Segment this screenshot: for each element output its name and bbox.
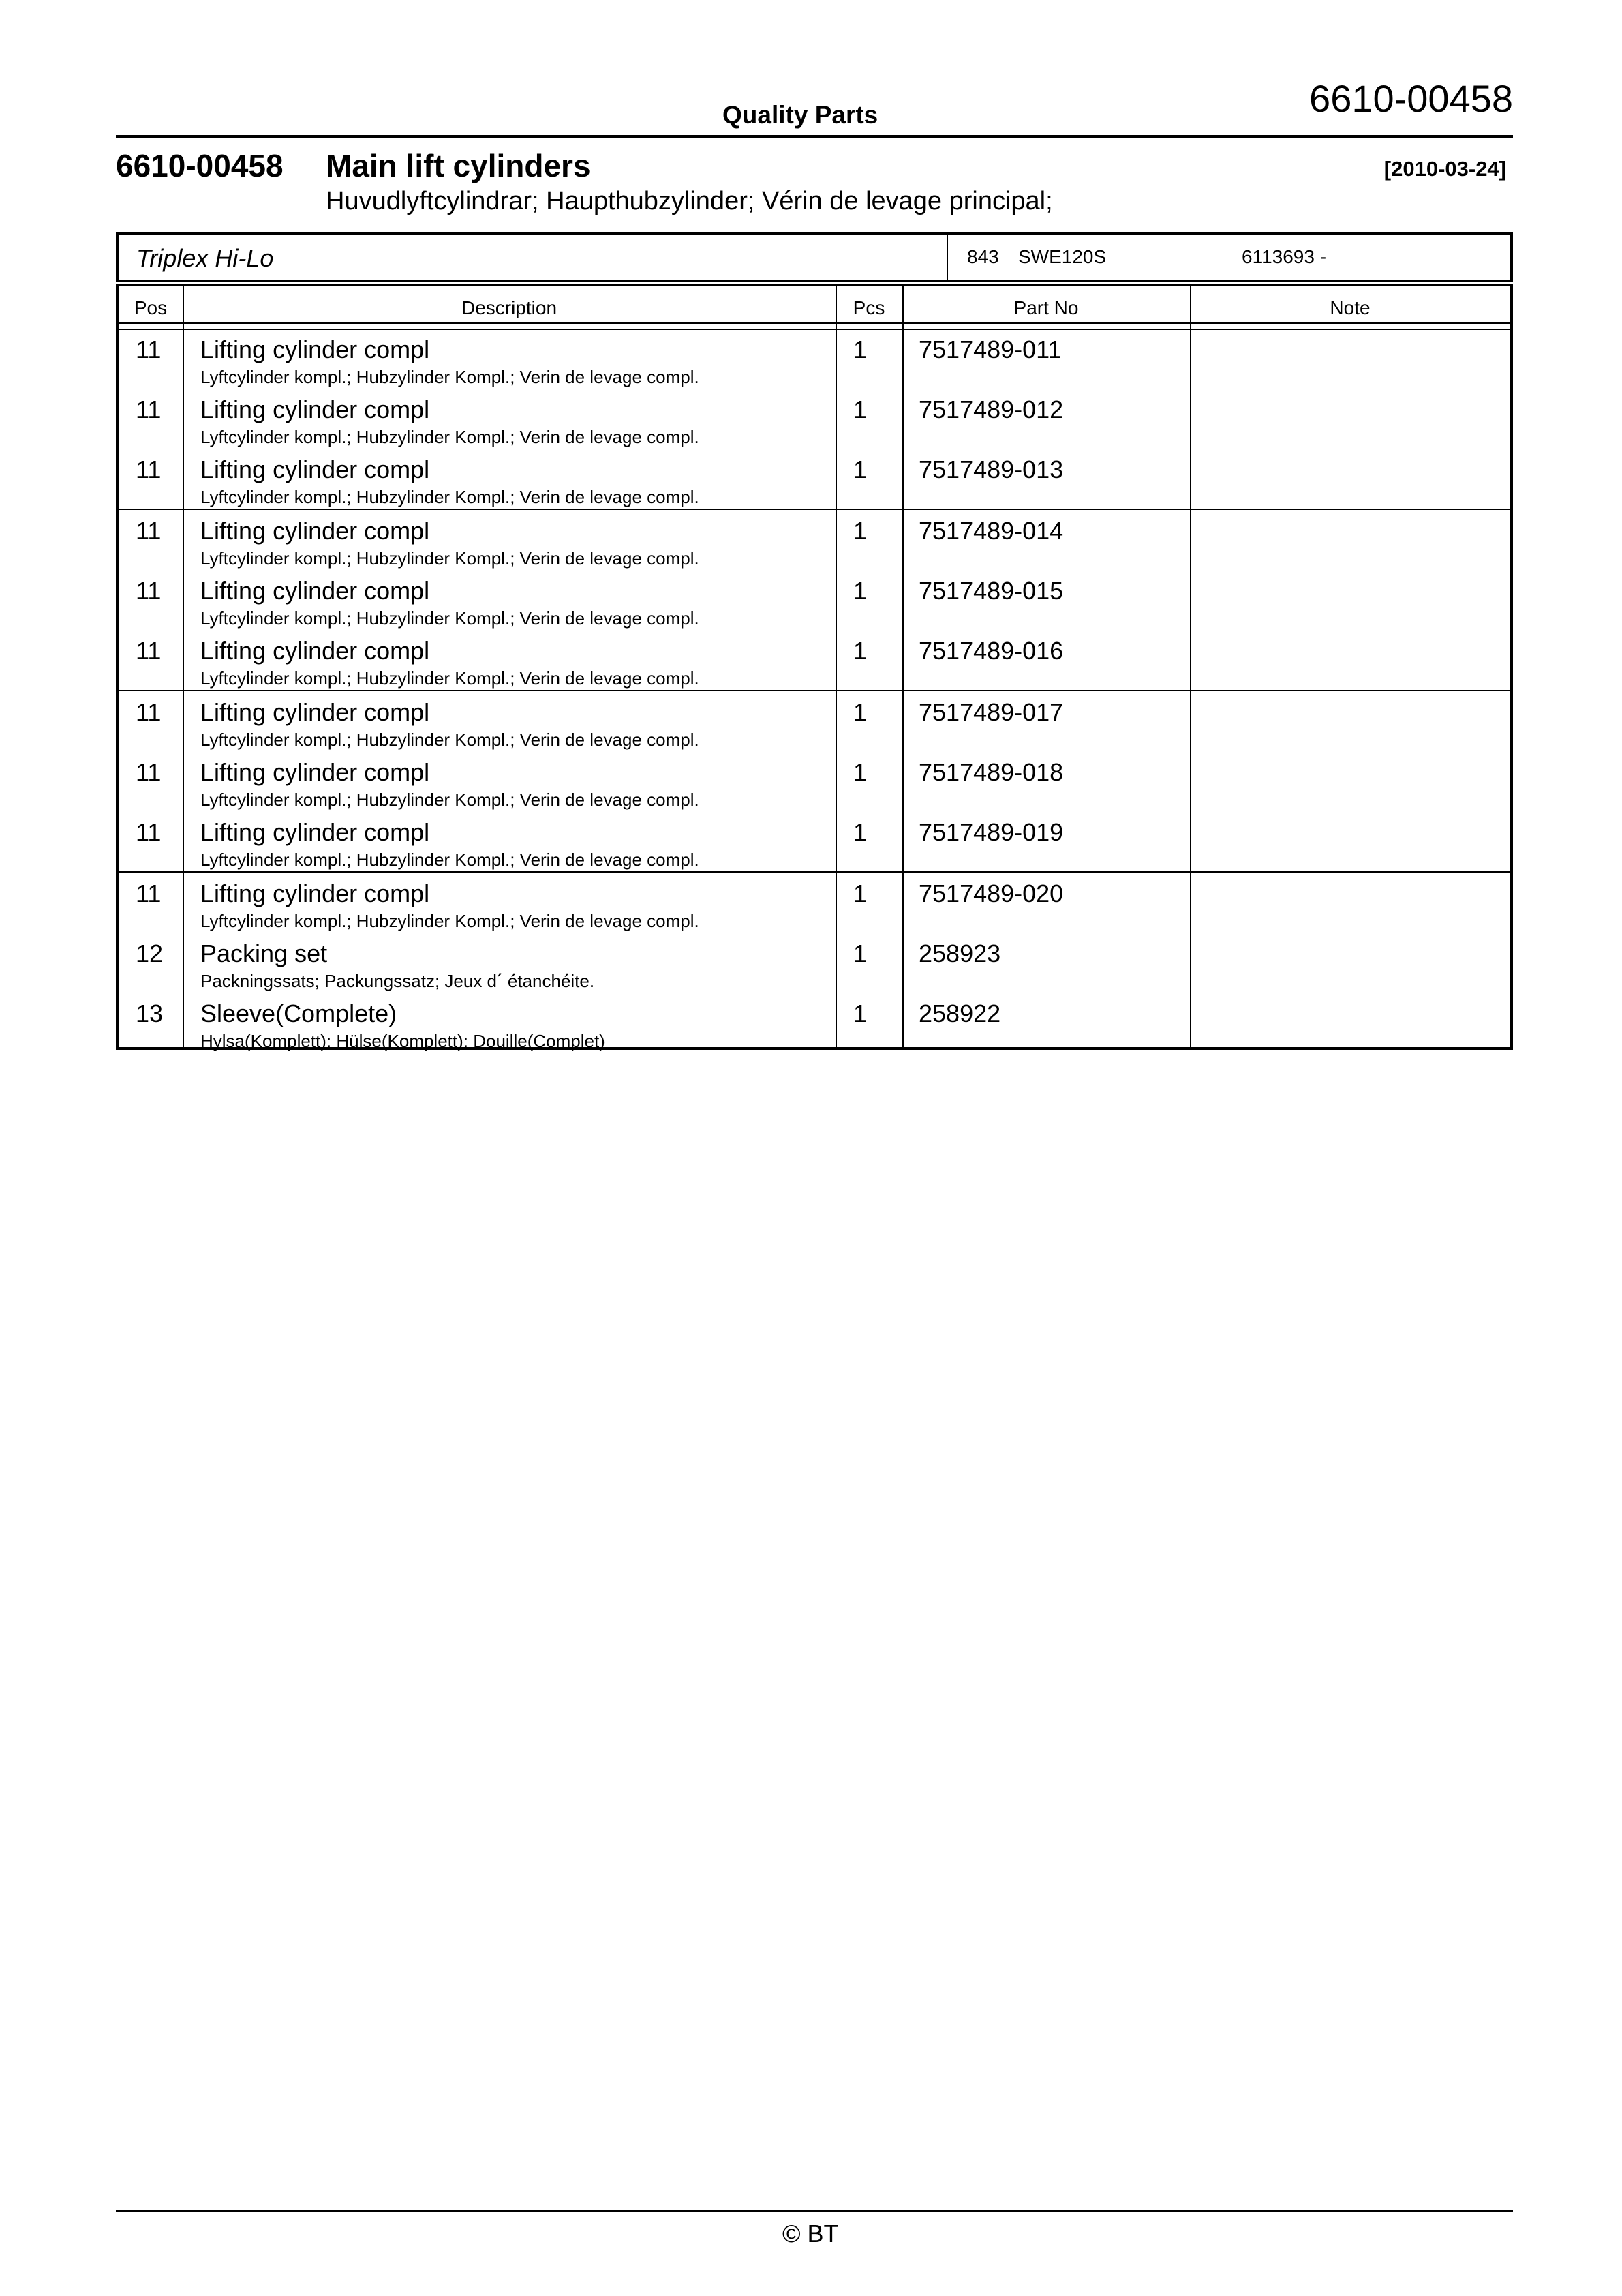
model-divider bbox=[947, 235, 948, 280]
section-date: [2010-03-24] bbox=[1383, 157, 1506, 181]
row-description: Lifting cylinder compl bbox=[200, 455, 430, 483]
row-part-no: 7517489-017 bbox=[919, 698, 1064, 726]
row-pos: 11 bbox=[136, 577, 162, 605]
model-box bbox=[116, 232, 1513, 282]
row-description: Lifting cylinder compl bbox=[200, 637, 430, 665]
row-pcs: 1 bbox=[853, 577, 868, 605]
row-pos: 11 bbox=[136, 637, 162, 665]
row-description: Packing set bbox=[200, 939, 328, 967]
table-row bbox=[119, 813, 1510, 873]
row-translation: Lyftcylinder kompl.; Hubzylinder Kompl.; Verin de levage compl. bbox=[200, 911, 699, 931]
row-part-no: 7517489-014 bbox=[919, 517, 1064, 545]
header-rule bbox=[116, 135, 1513, 138]
row-pos: 11 bbox=[136, 517, 162, 545]
row-translation: Hylsa(Komplett); Hülse(Komplett); Douille(Complet) bbox=[200, 1031, 605, 1051]
column-header-description: Description bbox=[461, 297, 557, 318]
row-pcs: 1 bbox=[853, 818, 868, 846]
column-header-part-no: Part No bbox=[1013, 297, 1079, 318]
row-part-no: 7517489-019 bbox=[919, 818, 1064, 846]
table-row bbox=[119, 330, 1510, 390]
row-part-no: 7517489-011 bbox=[919, 335, 1062, 363]
column-header-pos: Pos bbox=[134, 297, 168, 318]
row-translation: Lyftcylinder kompl.; Hubzylinder Kompl.; Verin de levage compl. bbox=[200, 608, 699, 629]
row-pos: 11 bbox=[136, 335, 162, 363]
row-description: Lifting cylinder compl bbox=[200, 698, 430, 726]
row-pos: 11 bbox=[136, 758, 162, 786]
model-name: Triplex Hi-Lo bbox=[136, 244, 274, 272]
row-description: Lifting cylinder compl bbox=[200, 517, 430, 545]
row-description: Lifting cylinder compl bbox=[200, 335, 430, 363]
column-header-note: Note bbox=[1330, 297, 1371, 318]
row-pcs: 1 bbox=[853, 698, 868, 726]
row-pcs: 1 bbox=[853, 455, 868, 483]
footer-copyright: © BT bbox=[782, 2220, 839, 2248]
row-part-no: 7517489-016 bbox=[919, 637, 1064, 665]
model-type: SWE120S bbox=[1018, 246, 1107, 267]
table-row bbox=[119, 511, 1510, 571]
row-description: Lifting cylinder compl bbox=[200, 395, 430, 423]
row-description: Lifting cylinder compl bbox=[200, 577, 430, 605]
table-row bbox=[119, 753, 1510, 813]
model-serial: 6113693 - bbox=[1242, 246, 1327, 267]
row-description: Lifting cylinder compl bbox=[200, 758, 430, 786]
section-subtitle: Huvudlyftcylindrar; Haupthubzylinder; Vérin de levage principal; bbox=[326, 187, 1053, 215]
model-code: 843 bbox=[967, 246, 999, 267]
row-part-no: 7517489-012 bbox=[919, 395, 1064, 423]
row-pcs: 1 bbox=[853, 939, 868, 967]
column-header-pcs: Pcs bbox=[853, 297, 885, 318]
footer-rule bbox=[116, 2210, 1513, 2212]
row-pcs: 1 bbox=[853, 395, 868, 423]
table-row bbox=[119, 934, 1510, 994]
row-translation: Lyftcylinder kompl.; Hubzylinder Kompl.; Verin de levage compl. bbox=[200, 427, 699, 447]
row-pos: 11 bbox=[136, 698, 162, 726]
table-row bbox=[119, 874, 1510, 934]
table-row bbox=[119, 994, 1510, 1054]
row-translation: Lyftcylinder kompl.; Hubzylinder Kompl.; Verin de levage compl. bbox=[200, 849, 699, 870]
section-number: 6610-00458 bbox=[116, 148, 284, 183]
row-part-no: 7517489-015 bbox=[919, 577, 1064, 605]
row-pos: 13 bbox=[136, 999, 164, 1027]
row-translation: Lyftcylinder kompl.; Hubzylinder Kompl.; Verin de levage compl. bbox=[200, 668, 699, 689]
row-pos: 11 bbox=[136, 455, 162, 483]
row-translation: Lyftcylinder kompl.; Hubzylinder Kompl.; Verin de levage compl. bbox=[200, 789, 699, 810]
row-pos: 12 bbox=[136, 939, 164, 967]
section-title: Main lift cylinders bbox=[326, 148, 591, 183]
row-translation: Packningssats; Packungssatz; Jeux d´ étanchéite. bbox=[200, 971, 595, 991]
header-rule bbox=[119, 322, 1510, 324]
row-pos: 11 bbox=[136, 818, 162, 846]
row-part-no: 7517489-020 bbox=[919, 879, 1064, 907]
row-pos: 11 bbox=[136, 879, 162, 907]
row-pos: 11 bbox=[136, 395, 162, 423]
row-translation: Lyftcylinder kompl.; Hubzylinder Kompl.; Verin de levage compl. bbox=[200, 487, 699, 507]
table-row bbox=[119, 693, 1510, 753]
row-pcs: 1 bbox=[853, 637, 868, 665]
row-description: Sleeve(Complete) bbox=[200, 999, 397, 1027]
table-row bbox=[119, 571, 1510, 631]
row-part-no: 7517489-013 bbox=[919, 455, 1064, 483]
row-translation: Lyftcylinder kompl.; Hubzylinder Kompl.; Verin de levage compl. bbox=[200, 729, 699, 750]
row-pcs: 1 bbox=[853, 758, 868, 786]
header-center-title: Quality Parts bbox=[722, 101, 878, 129]
table-row bbox=[119, 631, 1510, 691]
row-description: Lifting cylinder compl bbox=[200, 818, 430, 846]
row-part-no: 258923 bbox=[919, 939, 1001, 967]
row-pcs: 1 bbox=[853, 879, 868, 907]
header-doc-number: 6610-00458 bbox=[1309, 77, 1513, 120]
table-row bbox=[119, 450, 1510, 510]
row-translation: Lyftcylinder kompl.; Hubzylinder Kompl.; Verin de levage compl. bbox=[200, 548, 699, 569]
row-part-no: 258922 bbox=[919, 999, 1001, 1027]
row-translation: Lyftcylinder kompl.; Hubzylinder Kompl.; Verin de levage compl. bbox=[200, 367, 699, 387]
row-pcs: 1 bbox=[853, 999, 868, 1027]
parts-table bbox=[116, 284, 1513, 1050]
row-description: Lifting cylinder compl bbox=[200, 879, 430, 907]
row-pcs: 1 bbox=[853, 335, 868, 363]
row-pcs: 1 bbox=[853, 517, 868, 545]
table-row bbox=[119, 390, 1510, 450]
row-part-no: 7517489-018 bbox=[919, 758, 1064, 786]
